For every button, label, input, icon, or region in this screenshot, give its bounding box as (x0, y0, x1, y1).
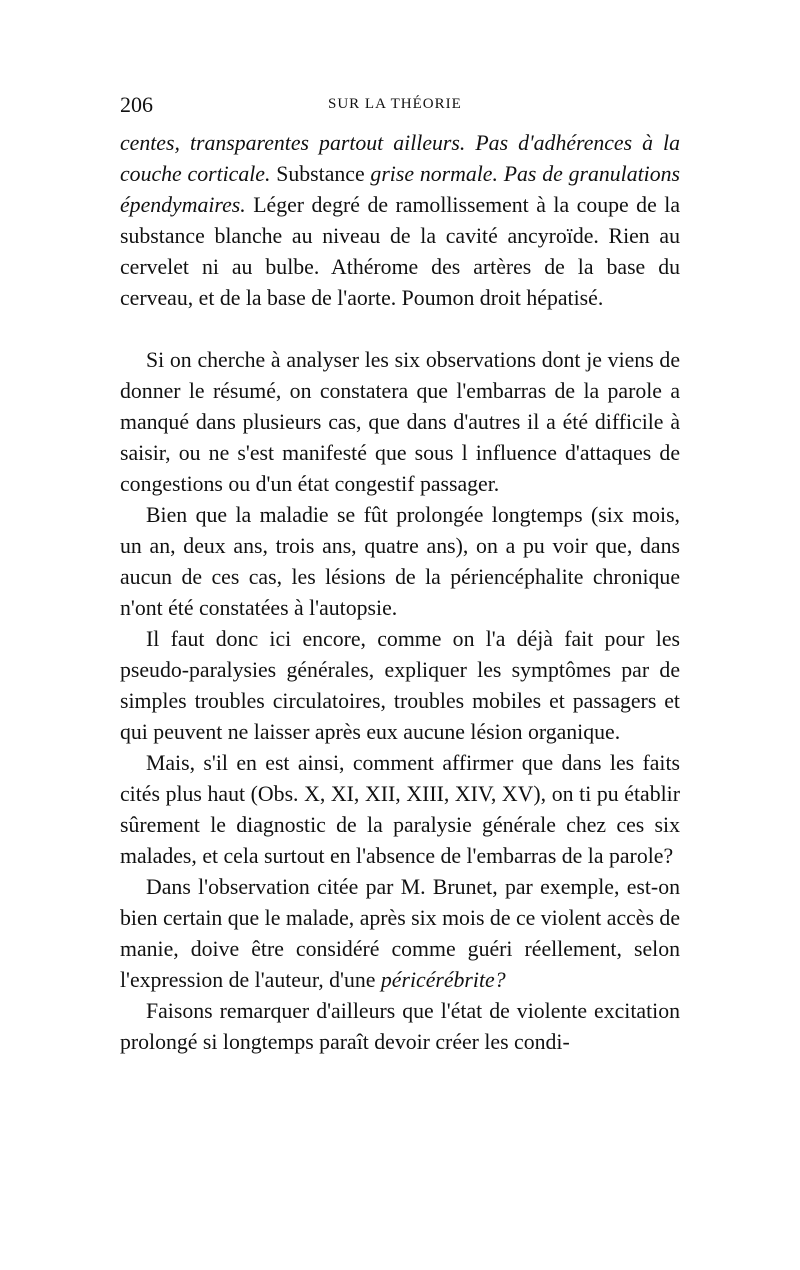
text-segment (465, 131, 475, 155)
text-segment: péricérébrite? (380, 968, 506, 992)
running-head: SUR LA THÉORIE (328, 96, 462, 112)
paragraph-7 (120, 996, 680, 1058)
paragraph-3 (120, 500, 680, 624)
paragraph-5 (120, 748, 680, 872)
page-number: 206 (120, 92, 153, 117)
text-segment: Pas d'adhérences à la couche corticale. (120, 131, 681, 186)
paragraph-2 (120, 345, 680, 500)
text-segment: Substance (270, 162, 371, 186)
paragraph-4 (120, 624, 680, 748)
text-segment: grise normale. Pas de granulations épendymaires. (120, 162, 680, 217)
text-segment: Mais, s'il en est ainsi, comment affirmer que dans les faits cités plus haut (Obs. X, XI, XII, XIII, XIV, XV), on ti pu établir sûrement le diagnostic de la paralysie générale chez ces six malades, et cela surtout en l'absence de l'embarras de la parole? (120, 751, 680, 868)
paragraph-1 (120, 128, 680, 314)
text-segment: Léger degré de ramollissement à la coupe de la substance blanche au niveau de la cavité ancyroïde. Rien au cervelet ni au bulbe. Athérome des artères de la base du cerveau, et de la base de l'aorte. Poumon droit hépatisé. (120, 193, 680, 310)
text-segment: Faisons remarquer d'ailleurs que l'état de violente excitation prolongé si longtemps paraît devoir créer les condi- (120, 999, 680, 1054)
body-text (120, 128, 680, 1058)
text-segment: Si on cherche à analyser les six observations dont je viens de donner le résumé, on constatera que l'embarras de la parole a manqué dans plusieurs cas, que dans d'autres il a été difficile à saisir, ou ne s'est manifesté que sous l influence d'attaques de congestions ou d'un état congestif passager. (120, 348, 680, 496)
text-segment: centes, transparentes partout ailleurs. (120, 131, 466, 155)
page-header (120, 92, 680, 122)
text-segment: Il faut donc ici encore, comme on l'a déjà fait pour les pseudo-paralysies générales, expliquer les symptômes par de simples troubles circulatoires, troubles mobiles et passagers et qui peuvent ne laisser après eux aucune lésion organique. (120, 627, 680, 744)
text-segment: Bien que la maladie se fût prolongée longtemps (six mois, un an, deux ans, trois ans, quatre ans), on a pu voir que, dans aucun de ces cas, les lésions de la périencéphalite chronique n'ont été constatées à l'autopsie. (120, 503, 680, 620)
paragraph-6 (120, 872, 680, 996)
text-segment: Dans l'observation citée par M. Brunet, par exemple, est-on bien certain que le malade, après six mois de ce violent accès de manie, doive être considéré comme guéri réellement, selon l'expression de l'auteur, d'une (120, 875, 680, 992)
